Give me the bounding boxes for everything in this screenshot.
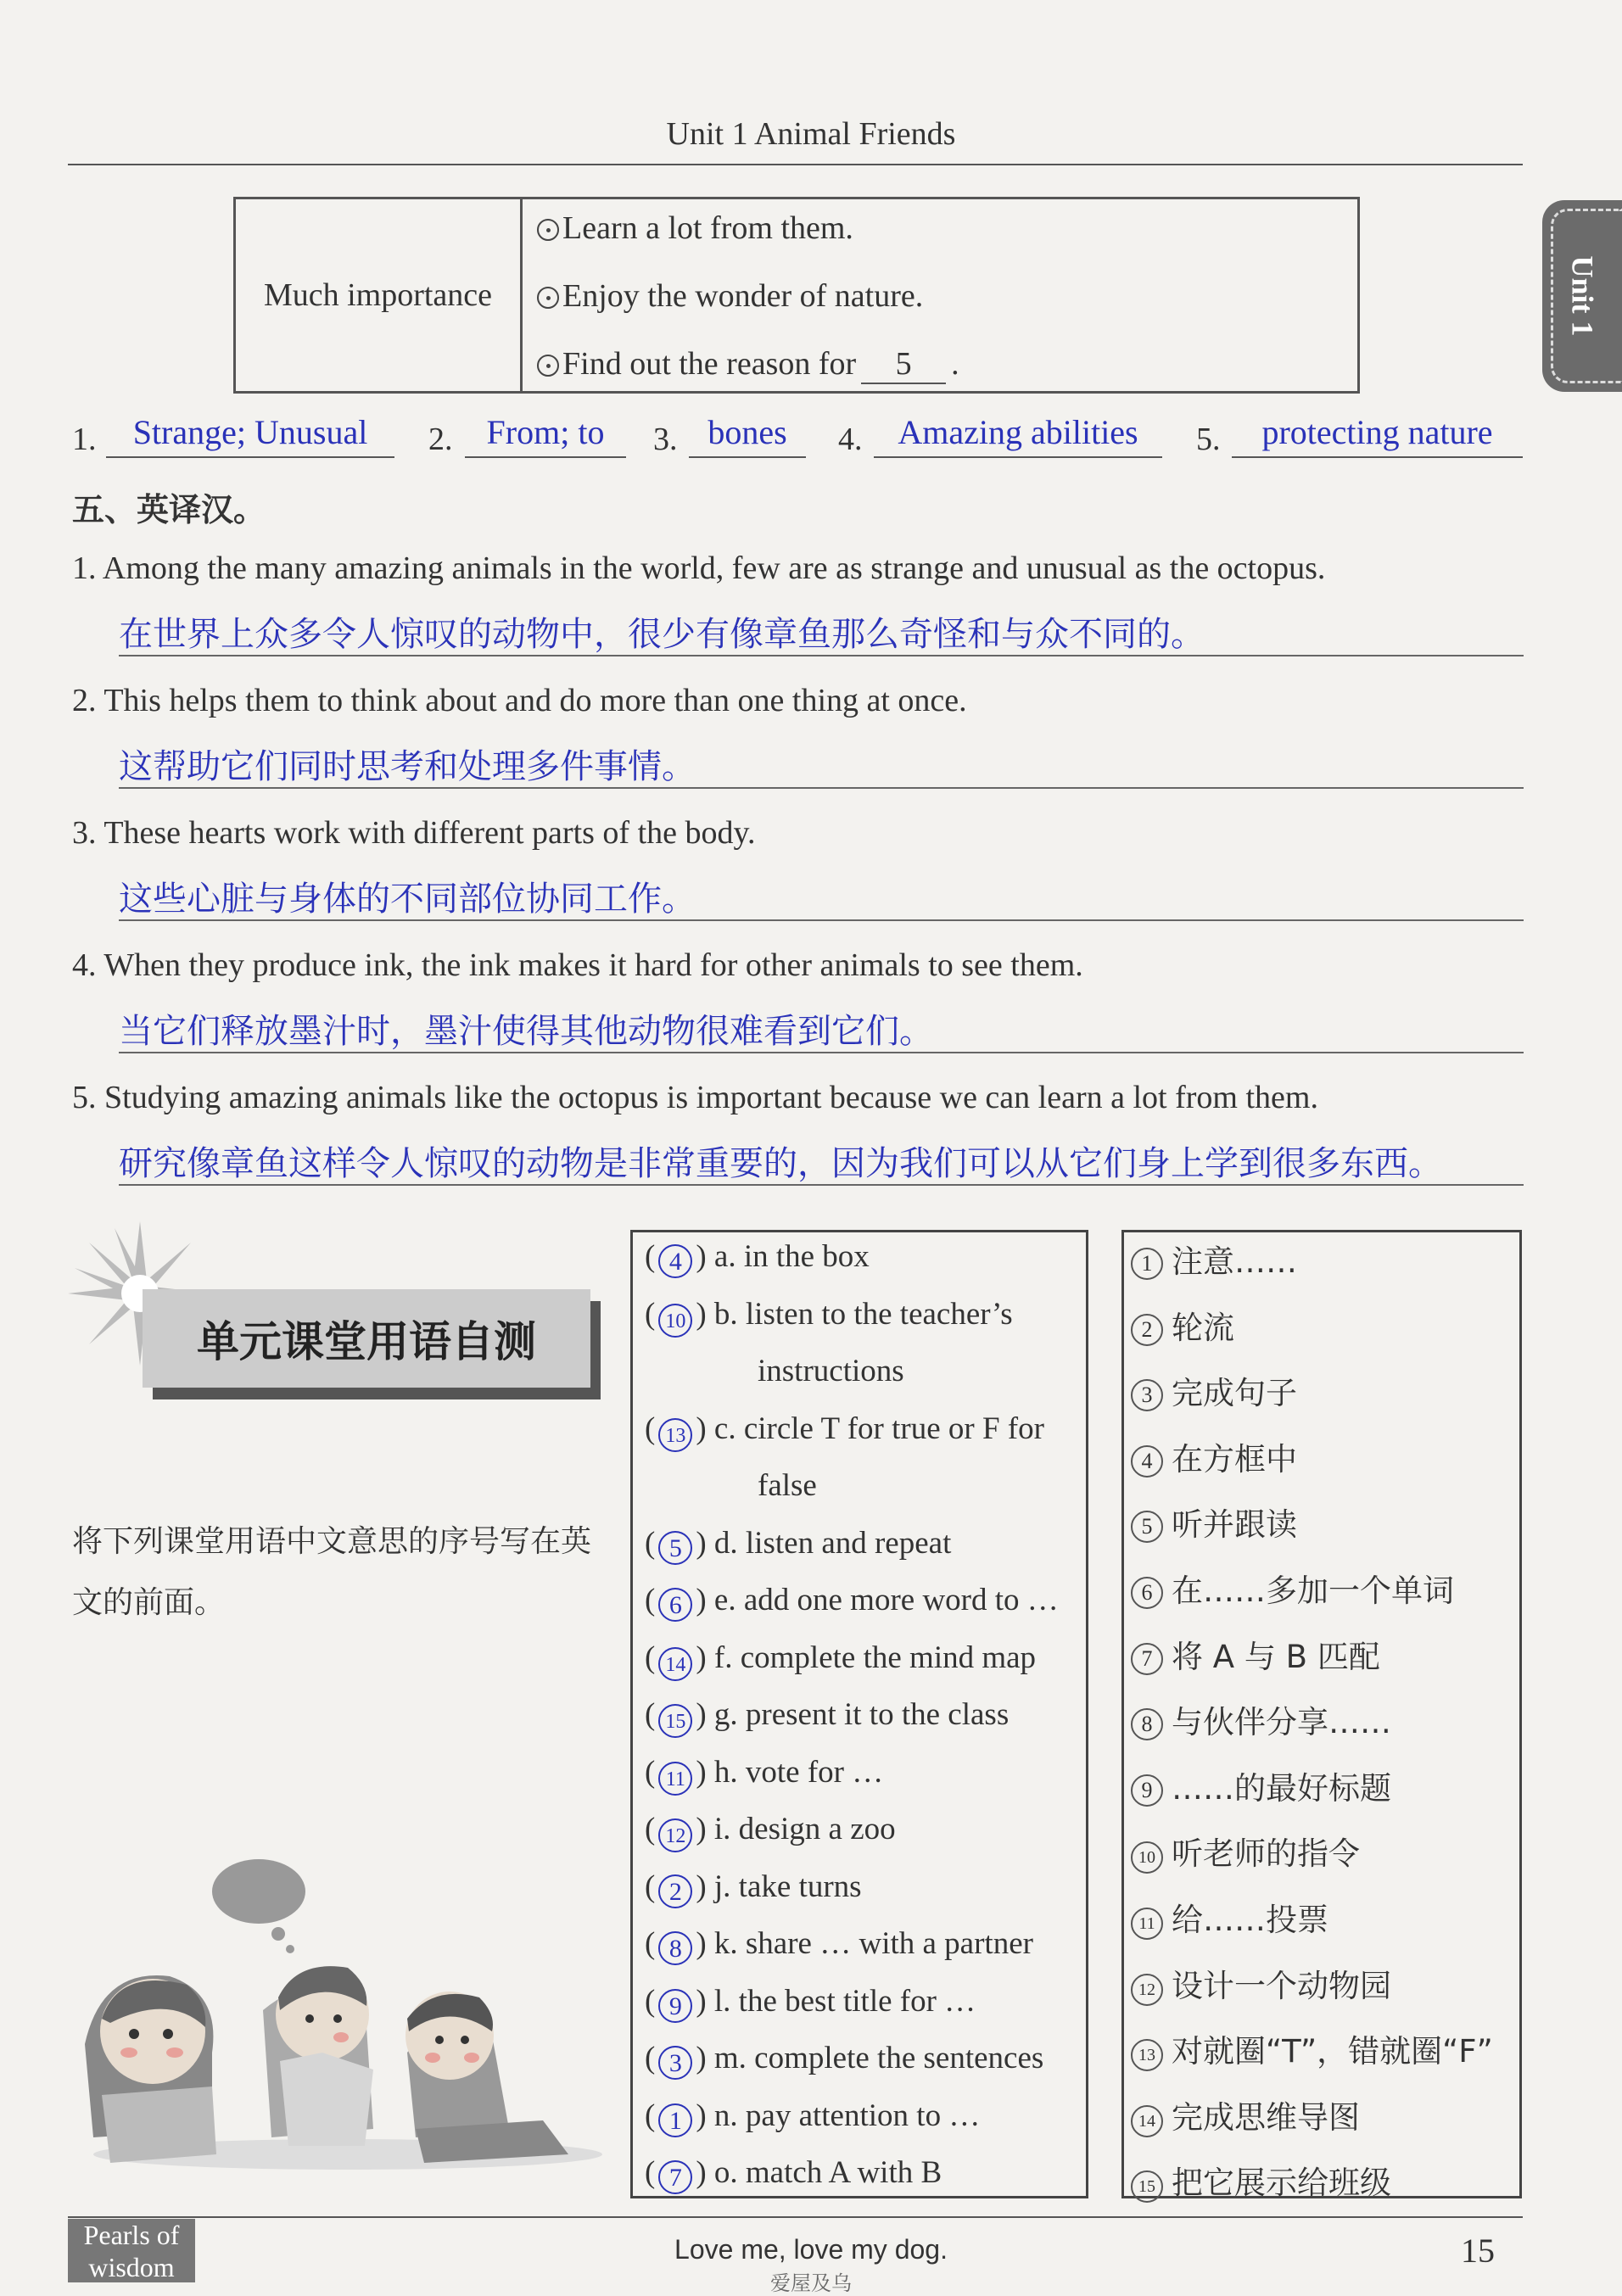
proverb: Love me, love my dog.: [674, 2234, 948, 2265]
phrase-item: ( 8 ) k. share … with a partner: [645, 1925, 1033, 1965]
sentence-zh-1: 在世界上众多令人惊叹的动物中，很少有像章鱼那么奇怪和与众不同的。: [119, 615, 1205, 654]
answer-number: 14: [658, 1647, 692, 1681]
instruction-text: 将下列课堂用语中文意思的序号写在英文的前面。: [72, 1524, 592, 1620]
phrase-item: [758, 1353, 904, 1389]
meaning-item: [1131, 1631, 1380, 1677]
meaning-item: [1131, 1894, 1328, 1940]
header-rule: [68, 164, 1523, 165]
answer-num: 3.: [653, 422, 678, 457]
sentence-zh-3: 这些心脏与身体的不同部位协同工作。: [119, 880, 696, 919]
meaning-text: 在方框中: [1172, 1440, 1297, 1478]
sentence-en-1: 1. Among the many amazing animals in the world, few are as strange and unusual as the octopus.: [72, 550, 1326, 586]
unit-title: Unit 1 Animal Friends: [666, 116, 956, 152]
meaning-item: [1131, 1236, 1297, 1282]
page-number: 15: [1461, 2232, 1495, 2270]
sentence-zh-2: 这帮助它们同时思考和处理多件事情。: [119, 747, 696, 786]
phrase-text: g. present it to the class: [713, 1697, 1010, 1732]
meaning-number: 15: [1131, 2170, 1163, 2203]
meaning-number: 3: [1131, 1379, 1163, 1411]
answer-number: 13: [658, 1418, 692, 1452]
meaning-item: [1131, 1367, 1297, 1413]
table-row-1: Learn a lot from them.: [537, 209, 853, 247]
phrase-text: k. share … with a partner: [713, 1926, 1033, 1961]
phrase-text: c. circle T for true or F for: [713, 1411, 1044, 1446]
meaning-text: 在……多加一个单词: [1172, 1573, 1454, 1609]
phrase-item: ( 11 ) h. vote for …: [645, 1754, 883, 1796]
phrase-text: n. pay attention to …: [713, 2098, 981, 2133]
meaning-number: 8: [1131, 1708, 1163, 1740]
classroom-title: 单元课堂用语自测: [143, 1289, 590, 1388]
answer-5: protecting nature: [1232, 412, 1523, 458]
meaning-item: [1131, 2025, 1493, 2071]
phrase-text: l. the best title for …: [713, 1983, 976, 2019]
sentence-en-4: 4. When they produce ink, the ink makes it hard for other animals to see them.: [72, 947, 1083, 983]
meaning-text: 与伙伴分享……: [1172, 1704, 1391, 1741]
answer-num: 5.: [1196, 422, 1221, 457]
meaning-number: 13: [1131, 2039, 1163, 2071]
phrase-item: ( 5 ) d. listen and repeat: [645, 1525, 951, 1565]
answer-4: Amazing abilities: [874, 412, 1162, 458]
meaning-number: 4: [1131, 1445, 1163, 1478]
phrase-item: ( 1 ) n. pay attention to …: [645, 2098, 980, 2137]
meaning-item: [1131, 1696, 1391, 1742]
answer-number: 2: [658, 1874, 692, 1908]
phrase-item: ( 9 ) l. the best title for …: [645, 1983, 976, 2023]
meaning-number: 14: [1131, 2105, 1163, 2137]
blank-5: 5: [861, 345, 946, 384]
unit-side-tab: [1542, 200, 1622, 392]
answer-num: 1.: [72, 422, 97, 457]
phrase-text: h. vote for …: [713, 1754, 884, 1790]
meaning-item: [1131, 1499, 1297, 1545]
meaning-item: [1131, 1433, 1297, 1479]
phrase-text: i. design a zoo: [713, 1812, 896, 1846]
meaning-item: [1131, 1828, 1360, 1874]
meaning-text: 把它展示给班级: [1172, 2165, 1391, 2202]
bullet-icon: [537, 355, 559, 377]
meaning-number: 9: [1131, 1774, 1163, 1807]
meaning-text: 听老师的指令: [1172, 1835, 1360, 1873]
table-row-3: Find out the reason for 5 .: [537, 345, 959, 384]
sentence-en-2: 2. This helps them to think about and do more than one thing at once.: [72, 683, 967, 718]
meaning-number: 10: [1131, 1841, 1163, 1874]
meaning-number: 1: [1131, 1248, 1163, 1280]
children-reading-illustration: [68, 1849, 594, 2171]
phrase-text: instructions: [758, 1354, 904, 1388]
answer-number: 8: [658, 1931, 692, 1965]
meaning-item: [1131, 1763, 1391, 1808]
meaning-item: [1131, 1565, 1454, 1611]
pearls-of-wisdom-label: Pearls of wisdom: [68, 2219, 195, 2282]
phrase-text: m. complete the sentences: [713, 2041, 1044, 2075]
meaning-text: 将 A 与 B 匹配: [1172, 1638, 1380, 1675]
phrase-item: ( 12 ) i. design a zoo: [645, 1811, 896, 1852]
meaning-text: 听并跟读: [1172, 1506, 1297, 1544]
answer-number: 11: [658, 1762, 692, 1796]
phrase-text: b. listen to the teacher’s: [713, 1296, 1013, 1332]
answer-3: bones: [689, 412, 806, 458]
phrase-item: ( 4 ) a. in the box: [645, 1238, 870, 1278]
phrase-item: ( 3 ) m. complete the sentences: [645, 2040, 1043, 2080]
answer-number: 15: [658, 1704, 692, 1738]
answer-number: 5: [658, 1531, 692, 1565]
meaning-number: 11: [1131, 1908, 1163, 1940]
answer-number: 12: [658, 1818, 692, 1852]
meaning-number: 2: [1131, 1314, 1163, 1346]
meaning-text: 对就圈“T”，错就圈“F”: [1172, 2033, 1493, 2070]
answer-number: 3: [658, 2046, 692, 2080]
meaning-text: 给……投票: [1172, 1902, 1328, 1938]
sentence-zh-4: 当它们释放墨汁时，墨汁使得其他动物很难看到它们。: [119, 1012, 933, 1051]
phrase-item: ( 6 ) e. add one more word to …: [645, 1582, 1059, 1622]
meaning-item: [1131, 1960, 1391, 2006]
meaning-number: 7: [1131, 1643, 1163, 1675]
answer-2: From; to: [465, 412, 626, 458]
phrase-item: ( 14 ) f. complete the mind map: [645, 1640, 1036, 1681]
meaning-text: 完成思维导图: [1172, 2098, 1360, 2136]
meaning-text: 完成句子: [1172, 1375, 1297, 1412]
answer-number: 10: [658, 1304, 692, 1338]
phrase-text: f. complete the mind map: [713, 1640, 1037, 1675]
answer-num: 2.: [428, 422, 453, 457]
meaning-number: 5: [1131, 1511, 1163, 1543]
meaning-item: [1131, 2157, 1391, 2203]
meaning-text: 轮流: [1172, 1309, 1234, 1346]
phrase-item: ( 10 ) b. listen to the teacher’s: [645, 1296, 1013, 1338]
answer-number: 7: [658, 2160, 692, 2194]
answer-number: 4: [658, 1244, 692, 1278]
phrase-text: j. take turns: [713, 1869, 862, 1904]
phrase-item: ( 7 ) o. match A with B: [645, 2154, 942, 2194]
answer-num: 4.: [838, 422, 863, 457]
section-title: 五、英译汉。: [72, 491, 266, 528]
phrase-text: o. match A with B: [713, 2155, 942, 2190]
classroom-title-box: [143, 1289, 601, 1399]
phrase-text: e. add one more word to …: [713, 1583, 1059, 1617]
phrase-item: ( 15 ) g. present it to the class: [645, 1696, 1009, 1738]
sentence-en-3: 3. These hearts work with different parts of the body.: [72, 815, 756, 851]
meaning-text: ……的最好标题: [1172, 1769, 1391, 1807]
answer-number: 1: [658, 2103, 692, 2137]
phrase-item: ( 2 ) j. take turns: [645, 1869, 862, 1908]
meaning-number: 6: [1131, 1577, 1163, 1609]
bullet-icon: [537, 219, 559, 241]
answer-number: 9: [658, 1989, 692, 2023]
meaning-item: [1131, 2092, 1360, 2137]
phrase-text: a. in the box: [713, 1239, 870, 1274]
phrase-item: [758, 1467, 817, 1504]
side-tab-label: Unit 1: [1565, 255, 1600, 337]
phrase-item: ( 13 ) c. circle T for true or F for: [645, 1411, 1044, 1452]
meaning-number: 12: [1131, 1974, 1163, 2006]
answer-number: 6: [658, 1588, 692, 1622]
sentence-zh-5: 研究像章鱼这样令人惊叹的动物是非常重要的，因为我们可以从它们身上学到很多东西。: [119, 1144, 1442, 1183]
meaning-text: 设计一个动物园: [1172, 1967, 1391, 2004]
proverb-chinese: 爱屋及乌: [770, 2271, 852, 2295]
table-row-2: Enjoy the wonder of nature.: [537, 277, 923, 315]
phrase-text: false: [758, 1468, 817, 1503]
meaning-item: [1131, 1302, 1234, 1348]
meaning-text: 注意……: [1172, 1243, 1297, 1280]
table-label: Much importance: [263, 277, 493, 313]
sentence-en-5: 5. Studying amazing animals like the octopus is important because we can learn a lot from them.: [72, 1080, 1318, 1115]
bullet-icon: [537, 287, 559, 309]
answer-1: Strange; Unusual: [106, 412, 394, 458]
phrase-text: d. listen and repeat: [713, 1525, 952, 1561]
importance-table: [233, 197, 1360, 394]
